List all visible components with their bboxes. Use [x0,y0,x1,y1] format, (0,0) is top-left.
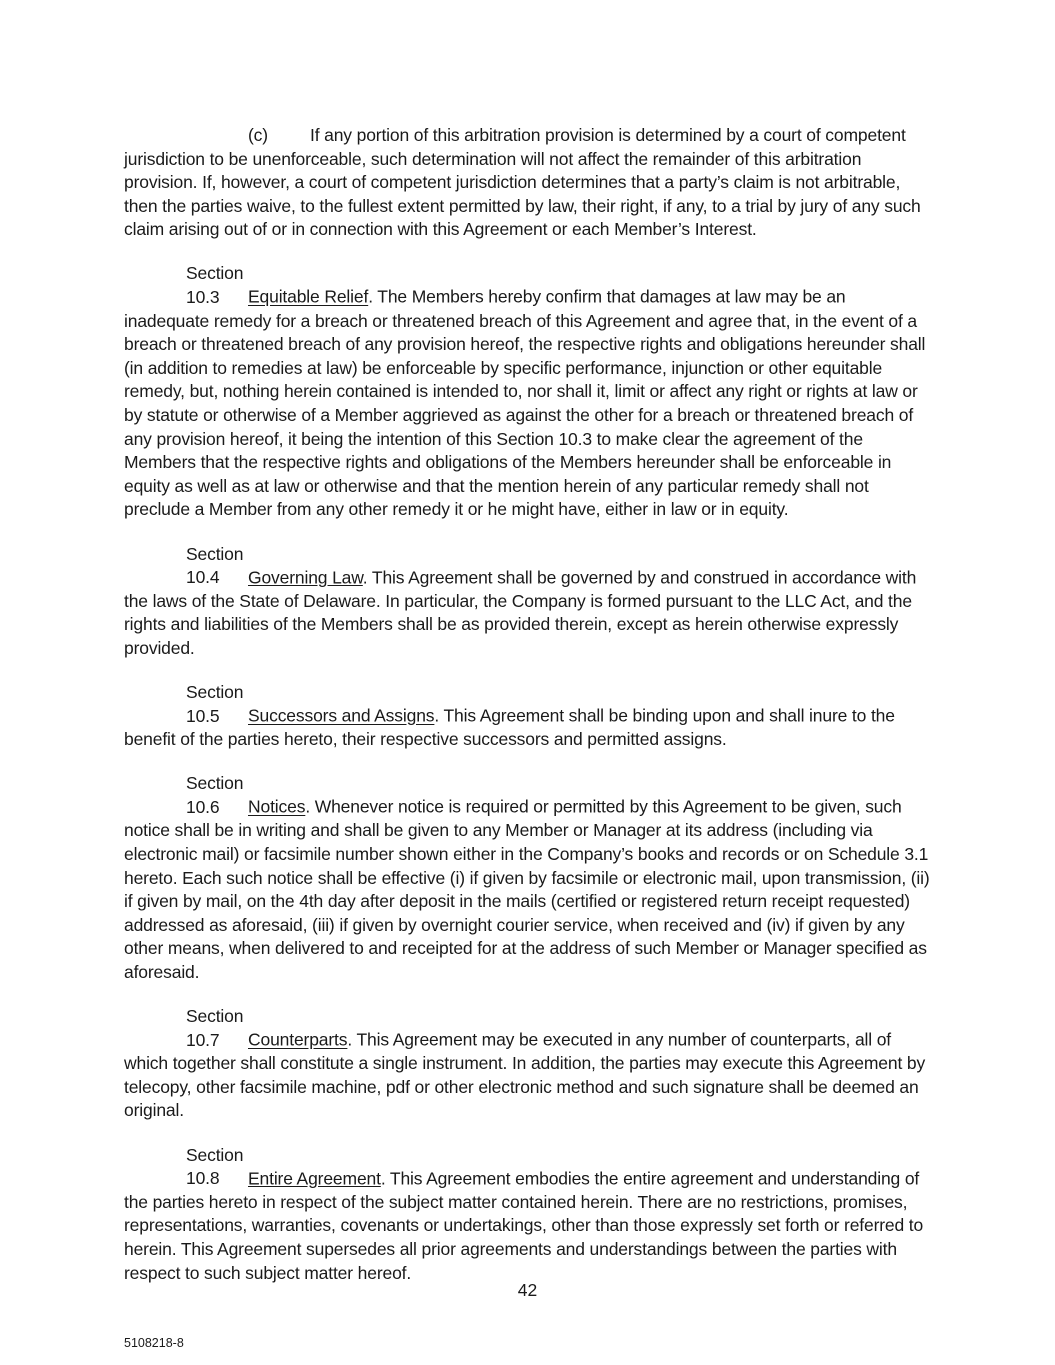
section-10-6-heading: Notices [248,796,306,817]
section-10-3-text: . The Members hereby confirm that damages at law may be an inadequate remedy for a breach or threatened breach of this Agreement and agree that, in the event of a breach or threatened breach of any provision hereof, the respective rights and obligations hereunder shall (in addition to remedies at law) be enforceable by specific performance, injunction or other equitable remedy, but, nothing herein contained is intended to, nor shall it, limit or affect any right or rights at law or by statute or otherwise of a Member aggrieved as against the other for a breach or threatened breach of any provision hereof, it being the intention of this Section 10.3 to make clear the agreement of the Members that the respective rights and obligations of the Members hereunder shall be enforceable in equity as well as at law or otherwise and that the mention herein of any particular remedy shall not preclude a Member from any other remedy it or he might have, either in law or in equity. [124,287,926,520]
section-10-6-number: Section 10.6 [186,773,244,817]
section-10-3 [124,262,930,522]
paragraph-c [124,124,930,242]
section-10-3-heading: Equitable Relief [248,287,369,308]
paragraph-c-label: (c) [248,125,268,145]
section-10-5-number: Section 10.5 [186,681,244,726]
section-10-8 [124,1144,930,1286]
document-id: 5108218-8 [124,1336,184,1350]
section-10-5-heading: Successors and Assigns [248,705,435,726]
section-10-6-text: . Whenever notice is required or permitted by this Agreement to be given, such notice shall be in writing and shall be given to any Member or Manager at its address (including via electronic mail) or facsimile number shown either in the Company’s books and records or on Schedule 3.1 hereto. Each such notice shall be effective (i) if given by facsimile or electronic mail, upon transmission, (ii) if given by mail, on the 4th day after deposit in the mails (certified or registered return receipt requested) addressed as aforesaid, (iii) if given by overnight courier service, when received and (iv) if given by any other means, when delivered to and receipted for at the address of such Member or Manager specified as aforesaid. [124,796,930,982]
section-10-8-number: Section 10.8 [186,1144,244,1189]
section-10-7-heading: Counterparts [248,1029,348,1050]
paragraph-c-text: If any portion of this arbitration provision is determined by a court of competent jurisdiction to be unenforceable, such determination will not affect the remainder of this arbitration provision. If, however, a court of competent jurisdiction determines that a party’s claim is not arbitrable, then the parties waive, to the fullest extent permitted by law, their right, if any, to a trial by jury of any such claim arising out of or in connection with this Agreement or each Member’s Interest. [124,125,921,240]
section-10-7-text: . This Agreement may be executed in any number of counterparts, all of which together shall constitute a single instrument. In addition, the parties may execute this Agreement by telecopy, other facsimile machine, pdf or other electronic method and such signature shall be deemed an original. [124,1029,926,1121]
section-10-8-text: . This Agreement embodies the entire agreement and understanding of the parties hereto in respect of the subject matter contained herein. There are no restrictions, promises, representations, warranties, covenants or undertakings, other than those expressly set forth or referred to herein. This Agreement supersedes all prior agreements and understandings between the parties with respect to such subject matter hereof. [124,1168,924,1283]
section-10-5-text: . This Agreement shall be binding upon and shall inure to the benefit of the parties hereto, their respective successors and permitted assigns. [124,705,895,750]
section-10-7 [124,1005,930,1123]
document-body [124,124,930,1306]
section-10-4 [124,543,930,661]
section-10-4-number: Section 10.4 [186,543,244,588]
section-10-4-heading: Governing Law [248,567,363,588]
section-10-5 [124,681,930,752]
section-10-7-number: Section 10.7 [186,1006,244,1050]
section-10-4-text: . This Agreement shall be governed by and construed in accordance with the laws of the State of Delaware. In particular, the Company is formed pursuant to the LLC Act, and the rights and liabilities of the Members shall be as provided therein, except as herein otherwise expressly provided. [124,567,917,658]
section-10-3-number: Section 10.3 [186,263,244,308]
section-10-8-heading: Entire Agreement [248,1168,381,1189]
section-10-6 [124,772,930,984]
page-number: 42 [517,1280,538,1300]
